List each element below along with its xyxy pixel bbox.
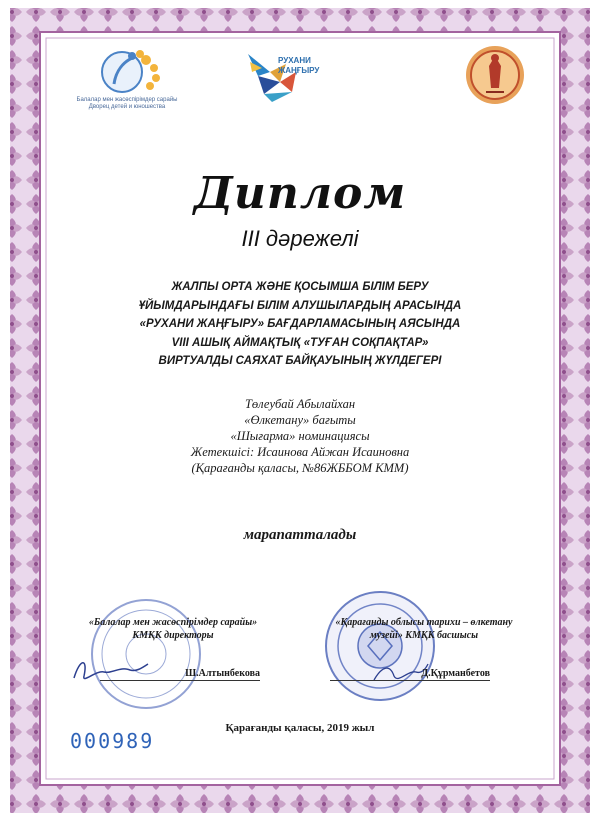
award-supervisor: Жетекшісі: Исаинова Айжан Исаиновна [190, 445, 410, 459]
signatory-left-name: Ш.Алтынбекова [185, 668, 260, 679]
signature-line [100, 680, 260, 681]
signatory-right-title [296, 616, 552, 642]
signatory-right-name: Д.Құрманбетов [421, 668, 490, 679]
heading-line: ҰЙЫМДАРЫНДАҒЫ БІЛІМ АЛУШЫЛАРДЫҢ АРАСЫНДА [138, 299, 462, 312]
signatory-left-title [58, 616, 288, 642]
award-details [120, 396, 480, 476]
heading-line: VIII АШЫҚ АЙМАҚТЫҚ «ТУҒАН СОҚПАҚТАР» [171, 336, 429, 349]
recipient-name: Төлеубай Абылайхан [244, 397, 356, 411]
signatory-right-org: «Қарағанды облысы тарихи – өлкетану [335, 617, 513, 628]
heading-line: ЖАЛПЫ ОРТА ЖӘНЕ ҚОСЫМША БІЛІМ БЕРУ [171, 281, 429, 293]
competition-heading [60, 278, 540, 371]
rukhani-zhangyru-caption [278, 56, 368, 76]
zhangyru-text: ЖАҢҒЫРУ [278, 66, 320, 75]
city-year: Қарағанды қаласы, 2019 жыл [225, 722, 375, 734]
awarded-text: марапатталады [243, 527, 357, 543]
award-school: (Қарағанды қаласы, №86ЖББОМ КММ) [191, 461, 409, 475]
rukhani-text: РУХАНИ [278, 56, 311, 65]
signatory-left-position: КМҚК директоры [132, 630, 214, 641]
heading-line: «РУХАНИ ЖАҢҒЫРУ» БАҒДАРЛАМАСЫНЫҢ АЯСЫНДА [139, 318, 461, 330]
award-nomination: «Шығарма» номинациясы [230, 429, 370, 443]
museum-emblem [464, 44, 526, 106]
official-stamp [322, 588, 438, 704]
diploma-title: Диплом [193, 168, 407, 219]
children-palace-caption: Балалар мен жасөспірімдер сарайы Дворец детей и юношества [76, 97, 178, 110]
award-direction: «Өлкетану» бағыты [244, 413, 356, 427]
signatory-left-org: «Балалар мен жасөспірімдер сарайы» [88, 617, 258, 628]
heading-line: ВИРТУАЛДЫ САЯХАТ БАЙҚАУЫНЫҢ ЖҮЛДЕГЕРІ [158, 355, 442, 367]
diploma-degree: III дәрежелі [241, 226, 359, 251]
signature [70, 648, 150, 688]
signatory-right-position: музейі» КМҚК басшысы [369, 630, 479, 641]
signature-line [330, 680, 490, 681]
serial-number: 000989 [70, 729, 155, 753]
